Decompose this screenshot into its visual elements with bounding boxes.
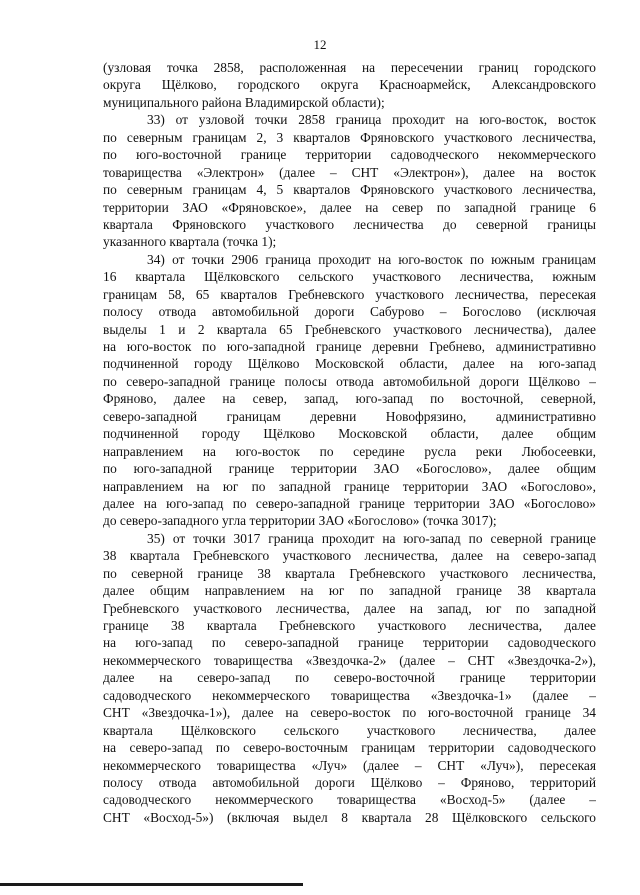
text-line: СНТ «Восход-5») (включая выдел 8 квартала 28 Щёлковского сельского	[103, 809, 596, 825]
text-line: далее общим направлением на юг по западной границе 38 квартала	[103, 583, 596, 599]
text-line: (узловая точка 2858, расположенная на пересечении границ городского	[103, 60, 596, 75]
text-line: садоводческого некоммерческого товарищества «Восход-5» (далее –	[103, 792, 596, 808]
text-line: подчиненной городу Щёлково Московской области, далее на юго-запад	[103, 356, 596, 372]
text-line: далее на северо-запад по северо-восточной границе территории	[103, 670, 596, 686]
text-line: на юго-восток по юго-западной границе деревни Гребнево, административно	[103, 339, 596, 354]
text-line: Фряново, далее на север, запад, юго-запад по восточной, северной,	[103, 391, 596, 407]
text-line: полосу отвода автомобильной дороги Сабурово – Богослово (исключая	[103, 304, 596, 320]
text-line: по северной границе 38 квартала Гребневского участкового лесничества,	[103, 565, 596, 581]
text-line: квартала Фряновского участкового лесничества до северной границы	[103, 216, 596, 232]
text-line: территории ЗАО «Фряновское», далее на север по западной границе 6	[103, 199, 596, 215]
text-line: товарищества «Электрон» (далее – СНТ «Электрон»), далее на восток	[103, 164, 596, 180]
text-line: до северо-западного угла территории ЗАО «Богослово» (точка 3017);	[103, 513, 497, 529]
text-line: некоммерческого товарищества «Луч» (далее – СНТ «Луч»), пересекая	[103, 757, 596, 773]
text-line: выделы 1 и 2 квартала 65 Гребневского участкового лесничества), далее	[103, 321, 596, 337]
text-line: по северным границам 4, 5 кварталов Фряновского участкового лесничества,	[103, 182, 596, 198]
text-line: СНТ «Звездочка-1»), далее на северо-восток по юго-восточной границе 34	[103, 705, 596, 721]
text-line: на северо-запад по северо-восточным границам территории садоводческого	[103, 740, 596, 756]
text-line: направлением на юго-восток по середине русла реки Любосеевки,	[103, 443, 596, 459]
text-line: на юго-запад по северо-западной границе территории садоводческого	[103, 635, 596, 651]
text-line: направлением на юг по западной границе территории ЗАО «Богослово»,	[103, 478, 596, 494]
text-line: 38 квартала Гребневского участкового лесничества, далее на северо-запад	[103, 548, 596, 564]
text-line: северо-западной границам деревни Новофрязино, административно	[103, 408, 596, 424]
text-line: садоводческого некоммерческого товарищества «Звездочка-1» (далее –	[103, 687, 596, 703]
footer-divider	[0, 883, 303, 886]
text-line: 34) от точки 2906 граница проходит на юго-восток по южным границам	[147, 251, 596, 267]
text-line: границе 38 квартала Гребневского участкового лесничества, далее	[103, 618, 596, 633]
text-line: 33) от узловой точки 2858 граница проходит на юго-восток, восток	[147, 112, 596, 128]
text-line: по юго-восточной границе территории садоводческого некоммерческого	[103, 147, 596, 163]
text-line: некоммерческого товарищества «Звездочка-2» (далее – СНТ «Звездочка-2»),	[103, 652, 596, 668]
document-body	[103, 59, 596, 826]
page-number: 12	[313, 37, 327, 52]
text-line: по северо-западной границе полосы отвода автомобильной дороги Щёлково –	[103, 373, 596, 389]
paragraph-item-33	[103, 111, 596, 251]
text-line: по юго-западной границе территории ЗАО «Богослово», далее общим	[103, 461, 596, 477]
text-line: Гребневского участкового лесничества, далее на запад, юг по западной	[103, 600, 596, 616]
text-line: по северным границам 2, 3 кварталов Фряновского участкового лесничества,	[103, 129, 596, 145]
text-line: муниципального района Владимирской области);	[103, 94, 385, 110]
text-line: подчиненной городу Щёлково Московской области, далее общим	[103, 426, 596, 442]
text-line: полосу отвода автомобильной дороги Щёлково – Фряново, территорий	[103, 774, 596, 790]
text-line: границам 58, 65 кварталов Гребневского участкового лесничества, пересекая	[103, 286, 596, 302]
text-line: округа Щёлково, городского округа Красноармейск, Александровского	[103, 77, 596, 93]
text-line: квартала Щёлковского сельского участкового лесничества, далее	[103, 722, 596, 738]
paragraph-item-35	[103, 530, 596, 826]
paragraph-continuation	[103, 59, 596, 111]
text-line: указанного квартала (точка 1);	[103, 234, 277, 250]
paragraph-item-34	[103, 251, 596, 530]
text-line: далее на юго-запад по северо-западной границе территории ЗАО «Богослово»	[103, 495, 596, 511]
text-line: 16 квартала Щёлковского сельского участкового лесничества, южным	[103, 269, 596, 285]
text-line: 35) от точки 3017 граница проходит на юго-запад по северной границе	[147, 530, 596, 546]
